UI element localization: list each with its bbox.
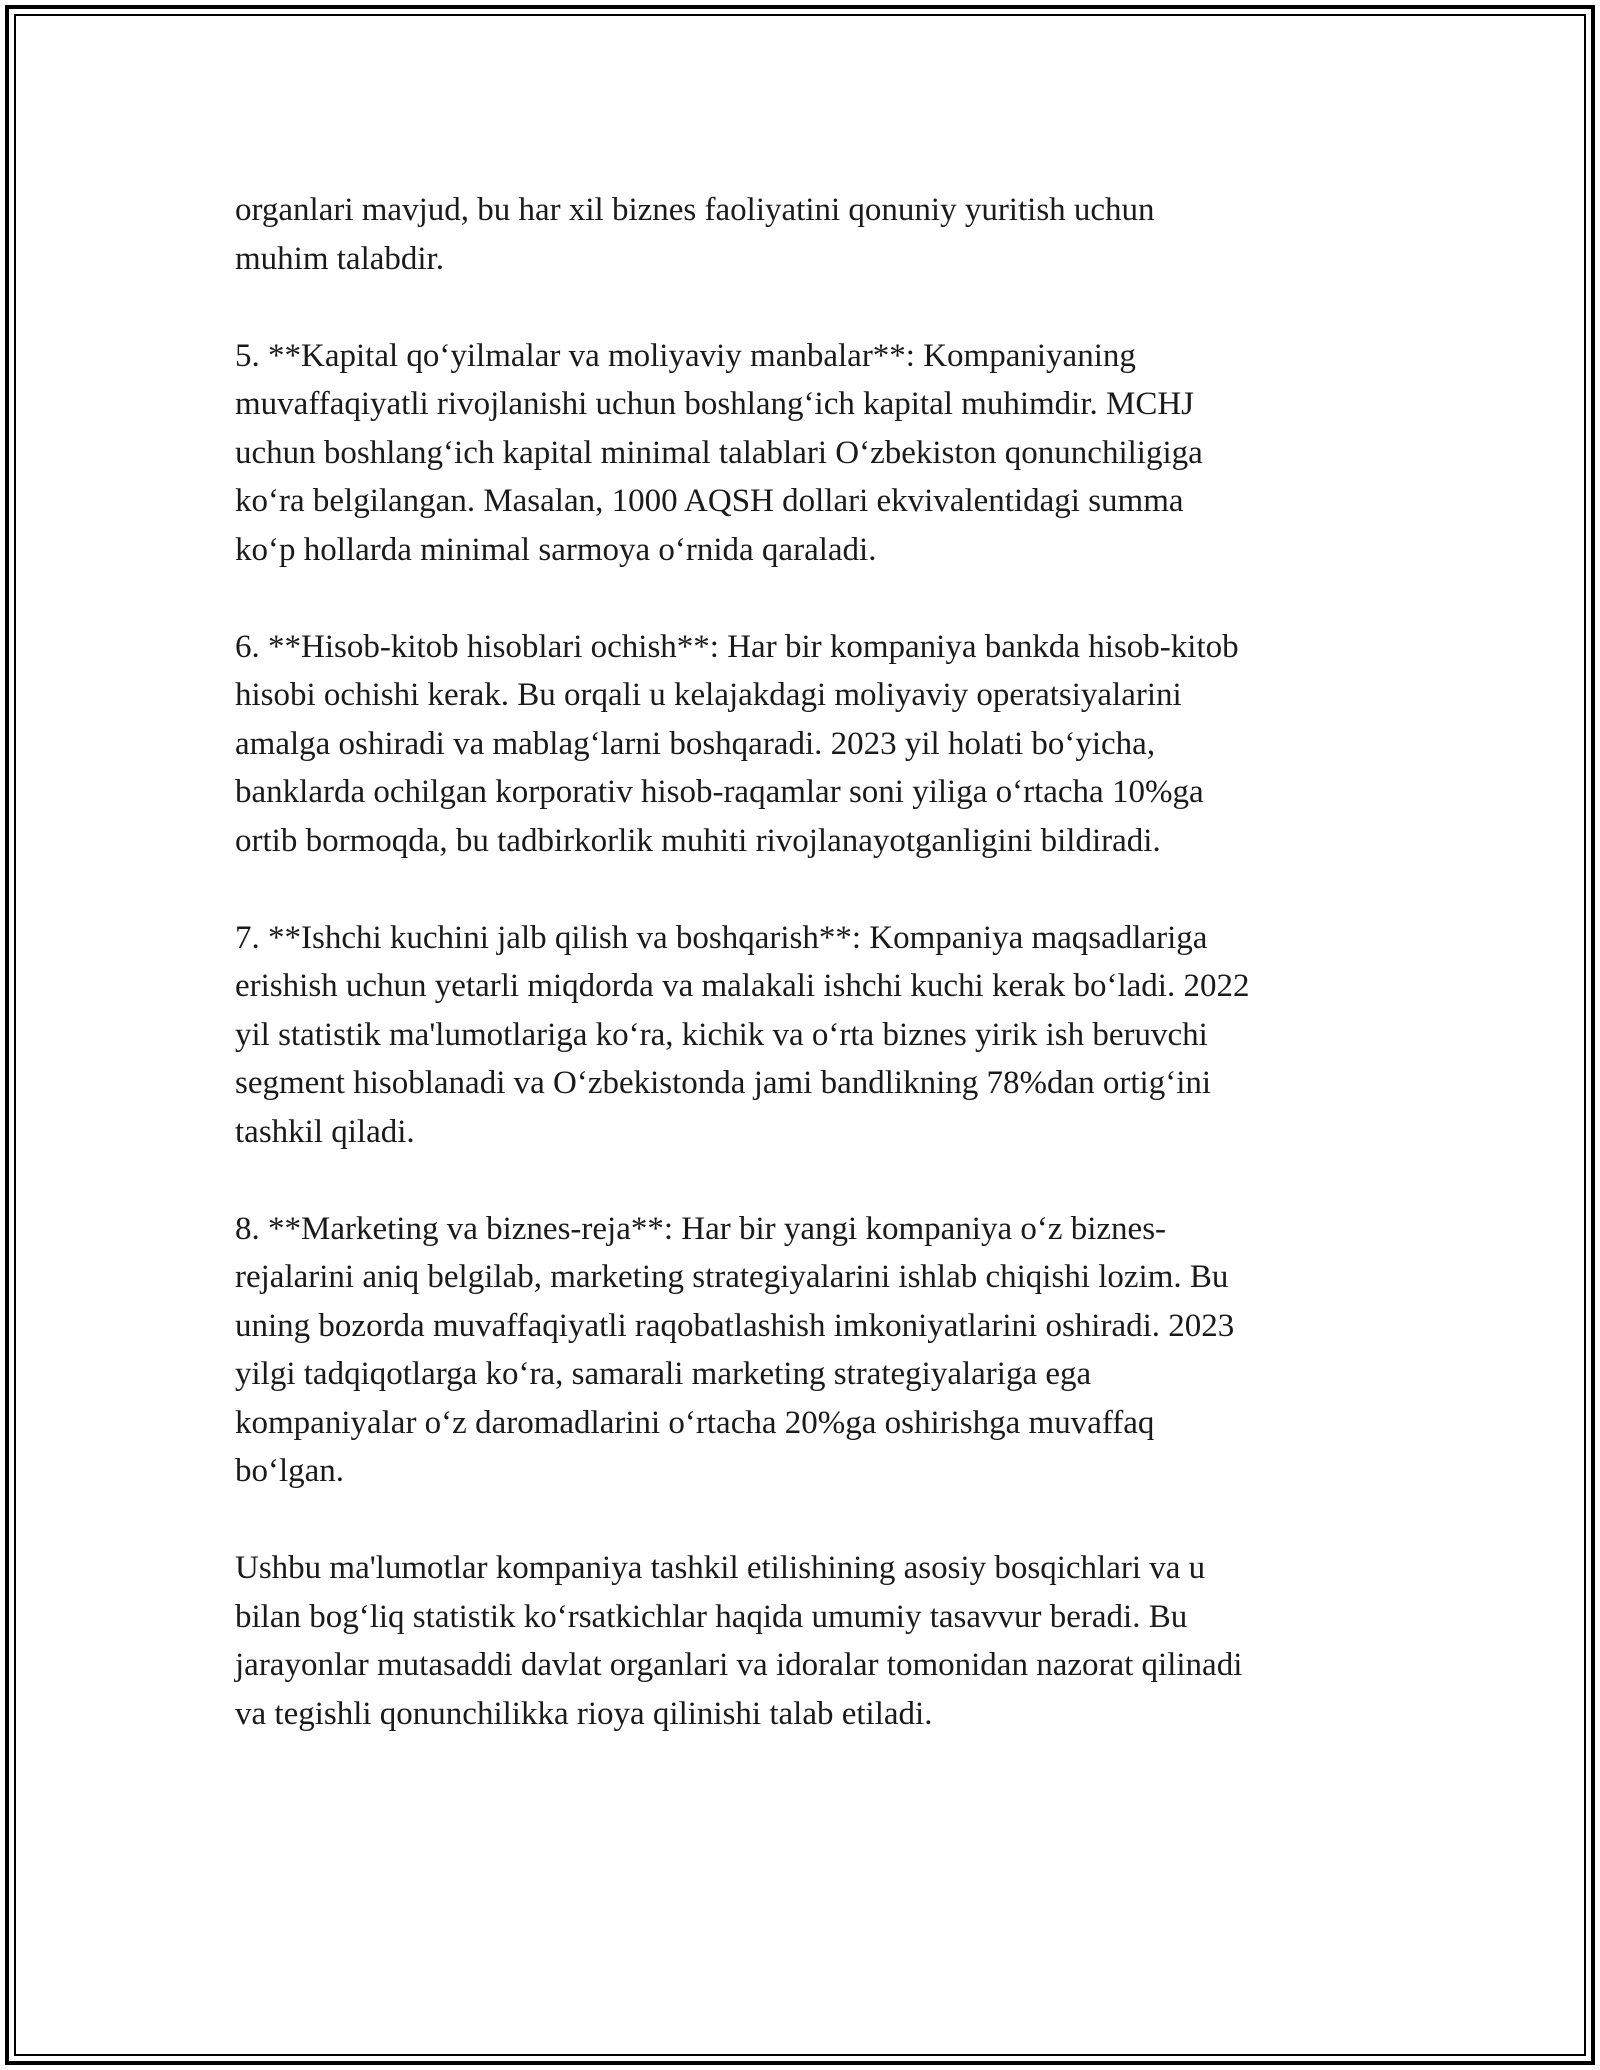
text-line: ko‘ra belgilangan. Masalan, 1000 AQSH dollari ekvivalentidagi summa <box>235 483 1184 519</box>
text-line: yilgi tadqiqotlarga ko‘ra, samarali marketing strategiyalariga ega <box>235 1356 1092 1392</box>
text-line: jarayonlar mutasaddi davlat organlari va idoralar tomonidan nazorat qilinadi <box>235 1647 1243 1683</box>
text-line: 8. **Marketing va biznes-reja**: Har bir yangi kompaniya o‘z biznes- <box>235 1210 1167 1247</box>
text-line: tashkil qiladi. <box>235 1113 415 1150</box>
text-line: ortib bormoqda, bu tadbirkorlik muhiti rivojlanayotganligini bildiradi. <box>235 822 1161 859</box>
text-line: muvaffaqiyatli rivojlanishi uchun boshlang‘ich kapital muhimdir. MCHJ <box>235 386 1195 422</box>
text-line: erishish uchun yetarli miqdorda va malakali ishchi kuchi kerak bo‘ladi. 2022 <box>235 968 1250 1004</box>
text-line: hisobi ochishi kerak. Bu orqali u kelajakdagi moliyaviy operatsiyalarini <box>235 677 1182 713</box>
paragraph <box>235 332 1385 575</box>
text-line: bilan bog‘liq statistik ko‘rsatkichlar haqida umumiy tasavvur beradi. Bu <box>235 1598 1188 1635</box>
paragraph <box>235 1544 1385 1738</box>
text-line: kompaniyalar o‘z daromadlarini o‘rtacha 20%ga oshirishga muvaffaq <box>235 1404 1155 1441</box>
paragraph <box>235 914 1385 1157</box>
text-line: Ushbu ma'lumotlar kompaniya tashkil etilishining asosiy bosqichlari va u <box>235 1550 1206 1586</box>
text-line: 7. **Ishchi kuchini jalb qilish va boshqarish**: Kompaniya maqsadlariga <box>235 919 1208 956</box>
paragraph <box>235 623 1385 866</box>
text-line: uchun boshlang‘ich kapital minimal talablari O‘zbekiston qonunchiligiga <box>235 434 1203 471</box>
text-line: bo‘lgan. <box>235 1453 345 1489</box>
paragraph <box>235 1205 1385 1496</box>
text-line: 5. **Kapital qo‘yilmalar va moliyaviy manbalar**: Kompaniyaning <box>235 337 1136 374</box>
text-line: organlari mavjud, bu har xil biznes faoliyatini qonuniy yuritish uchun <box>235 192 1155 228</box>
text-line: uning bozorda muvaffaqiyatli raqobatlashish imkoniyatlarini oshiradi. 2023 <box>235 1307 1235 1344</box>
text-line: yil statistik ma'lumotlariga ko‘ra, kichik va o‘rta biznes yirik ish beruvchi <box>235 1016 1208 1053</box>
text-line: amalga oshiradi va mablag‘larni boshqaradi. 2023 yil holati bo‘yicha, <box>235 725 1156 762</box>
text-line: 6. **Hisob-kitob hisoblari ochish**: Har bir kompaniya bankda hisob-kitob <box>235 628 1239 665</box>
text-line: rejalarini aniq belgilab, marketing strategiyalarini ishlab chiqishi lozim. Bu <box>235 1259 1229 1295</box>
text-line: va tegishli qonunchilikka rioya qilinishi talab etiladi. <box>235 1695 933 1732</box>
text-line: banklarda ochilgan korporativ hisob-raqamlar soni yiliga o‘rtacha 10%ga <box>235 774 1204 810</box>
text-line: segment hisoblanadi va O‘zbekistonda jami bandlikning 78%dan ortig‘ini <box>235 1065 1212 1101</box>
text-line: ko‘p hollarda minimal sarmoya o‘rnida qaraladi. <box>235 531 877 568</box>
document-body <box>235 186 1385 1787</box>
text-line: muhim talabdir. <box>235 240 444 277</box>
paragraph <box>235 186 1385 283</box>
